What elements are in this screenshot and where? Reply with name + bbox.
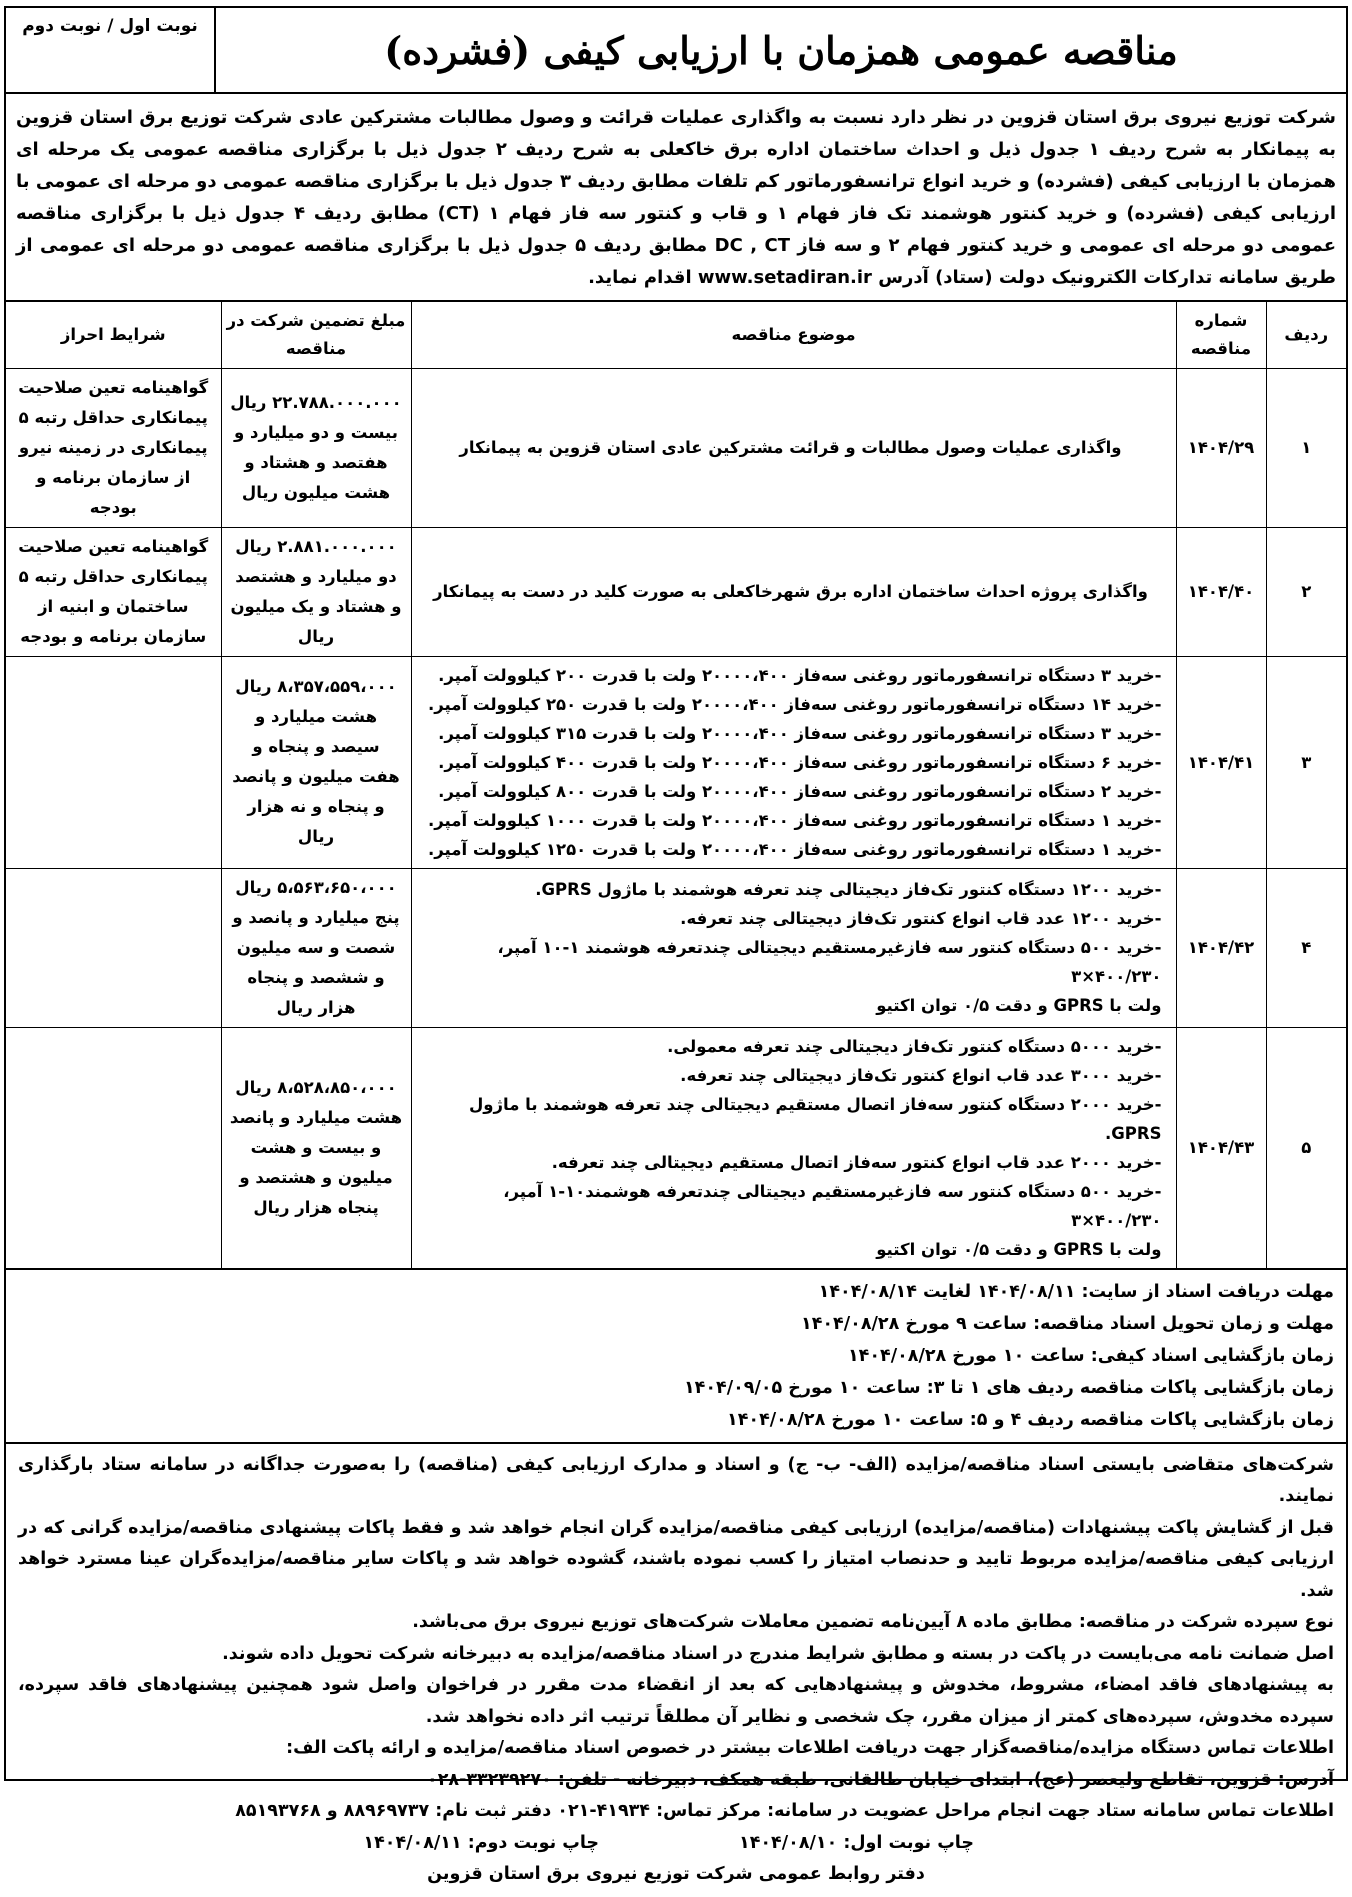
note-paragraph: اصل ضمانت نامه می‌بایست در پاکت در بسته و مطابق شرایط مندرج در اسناد مناقصه/مزایده به دبیرخانه شرکت تحویل داده شوند. (222, 1643, 1334, 1664)
table-row (6, 656, 1346, 868)
deadlines-section (6, 1269, 1346, 1442)
cell-amount (221, 527, 411, 656)
subject-line: -خرید ۵۰۰۰ دستگاه کنتور تک‌فاز دیجیتالی چند تعرفه معمولی. (667, 1036, 1162, 1056)
table-header-row (6, 302, 1346, 368)
subject-line: واگذاری عملیات وصول مطالبات و قرائت مشترکین عادی استان قزوین به پیمانکار (459, 438, 1122, 457)
deadline-line: مهلت دریافت اسناد از سایت: ۱۴۰۴/۰۸/۱۱ لغایت ۱۴۰۴/۰۸/۱۴ (818, 1281, 1334, 1302)
amount-number: ۲.۸۸۱.۰۰۰.۰۰۰ ریال (235, 536, 397, 556)
amount-words: پنج میلیارد و پانصد و شصت و سه میلیون و ششصد و پنجاه هزار ریال (232, 907, 400, 1017)
notice-frame (4, 6, 1348, 1884)
deadline-line: زمان بازگشایی پاکات مناقصه ردیف های ۱ تا ۳: ساعت ۱۰ مورخ ۱۴۰۴/۰۹/۰۵ (683, 1377, 1334, 1398)
note-paragraph: اطلاعات تماس سامانه ستاد جهت انجام مراحل عضویت در سامانه: مرکز تماس: ۴۱۹۳۴-۰۲۱ دفتر ثبت نام: ۸۸۹۶۹۷۳۷ و ۸۵۱۹۳۷۶۸ (235, 1801, 1334, 1821)
cell-conditions (6, 656, 221, 868)
page-title: مناقصه عمومی همزمان با ارزیابی کیفی (فشرده) (384, 27, 1178, 73)
cell-row: ۴ (1266, 868, 1346, 1027)
table-row (6, 1027, 1346, 1268)
subject-line: -خرید ۱۲۰۰ دستگاه کنتور تک‌فاز دیجیتالی چند تعرفه هوشمند با ماژول GPRS. (535, 880, 1162, 899)
cell-subject (411, 527, 1176, 656)
amount-words: هشت میلیارد و پانصد و بیست و هشت میلیون و هشتصد و پنجاه هزار ریال (229, 1107, 403, 1217)
table-row (6, 368, 1346, 527)
cell-conditions (6, 868, 221, 1027)
cell-number: ۱۴۰۴/۴۱ (1176, 656, 1266, 868)
cell-subject (411, 868, 1176, 1027)
cell-conditions (6, 1027, 221, 1268)
subject-line: -خرید ۲۰۰۰ عدد قاب انواع کنتور سه‌فاز اتصال مستقیم دیجیتالی چند تعرفه. (551, 1152, 1162, 1172)
cell-subject (411, 368, 1176, 527)
cell-row: ۳ (1266, 656, 1346, 868)
cell-number: ۱۴۰۴/۲۹ (1176, 368, 1266, 527)
subject-line: ولت با GPRS و دقت ۰/۵ توان اکتیو (876, 1239, 1162, 1259)
cell-row: ۵ (1266, 1027, 1346, 1268)
header (6, 8, 1346, 94)
subject-line: -خرید ۶ دستگاه ترانسفورماتور روغنی سه‌فاز ۲۰۰۰۰،۴۰۰ ولت با قدرت ۴۰۰ کیلوولت آمپر. (438, 752, 1162, 772)
notes-list (18, 1450, 1334, 1828)
subject-line: -خرید ۲ دستگاه ترانسفورماتور روغنی سه‌فاز ۲۰۰۰۰،۴۰۰ ولت با قدرت ۸۰۰ کیلوولت آمپر. (438, 781, 1162, 801)
subject-line: -خرید ۵۰۰ دستگاه کنتور سه فازغیرمستقیم دیجیتالی چندتعرفه هوشمند ۱-۱۰ آمپر، ۴۰۰/۲۳۰×۳ (497, 938, 1162, 986)
amount-number: ۲۲.۷۸۸.۰۰۰.۰۰۰ ریال (230, 392, 402, 412)
print-dates (18, 1828, 1334, 1860)
deadline-line: زمان بازگشایی پاکات مناقصه ردیف ۴ و ۵: ساعت ۱۰ مورخ ۱۴۰۴/۰۸/۲۸ (727, 1409, 1334, 1430)
col-header-subject: موضوع مناقصه (411, 302, 1176, 368)
subject-line: -خرید ۱۴ دستگاه ترانسفورماتور روغنی سه‌فاز ۲۰۰۰۰،۴۰۰ ولت با قدرت ۲۵۰ کیلوولت آمپر. (427, 694, 1162, 714)
subject-line: -خرید ۱ دستگاه ترانسفورماتور روغنی سه‌فاز ۲۰۰۰۰،۴۰۰ ولت با قدرت ۱۰۰۰ کیلوولت آمپر. (427, 810, 1162, 830)
note-paragraph: نوع سپرده شرکت در مناقصه: مطابق ماده ۸ آیین‌نامه تضمین معاملات شرکت‌های توزیع نیروی برق می‌باشد. (412, 1612, 1334, 1632)
subject-line: -خرید ۳۰۰۰ عدد قاب انواع کنتور تک‌فاز دیجیتالی چند تعرفه. (680, 1065, 1162, 1085)
note-paragraph: شرکت‌های متقاضی بایستی اسناد مناقصه/مزایده (الف- ب- ج) و اسناد و مدارک ارزیابی کیفی (مناقصه) را به‌صورت جداگانه در سامانه ستاد بارگذاری نمایند. (18, 1454, 1334, 1506)
table-row (6, 868, 1346, 1027)
cell-amount (221, 656, 411, 868)
table-row (6, 527, 1346, 656)
deadline-line: مهلت و زمان تحویل اسناد مناقصه: ساعت ۹ مورخ ۱۴۰۴/۰۸/۲۸ (801, 1313, 1334, 1334)
amount-number: ۸،۵۲۸،۸۵۰،۰۰۰ ریال (235, 1077, 397, 1097)
print-second: چاپ نوبت دوم: ۱۴۰۴/۰۸/۱۱ (363, 1832, 600, 1853)
cell-row: ۲ (1266, 527, 1346, 656)
amount-words: دو میلیارد و هشتصد و هشتاد و یک میلیون ریال (230, 566, 402, 646)
cell-amount (221, 868, 411, 1027)
deadline-line: زمان بازگشایی اسناد کیفی: ساعت ۱۰ مورخ ۱۴۰۴/۰۸/۲۸ (847, 1345, 1334, 1366)
subject-line: -خرید ۳ دستگاه ترانسفورماتور روغنی سه‌فاز ۲۰۰۰۰،۴۰۰ ولت با قدرت ۳۱۵ کیلوولت آمپر. (438, 723, 1162, 743)
col-header-amount: مبلغ تضمین شرکت در مناقصه (221, 302, 411, 368)
cell-conditions: گواهینامه تعین صلاحیت پیمانکاری حداقل رتبه ۵ ساختمان و ابنیه از سازمان برنامه و بودجه (6, 527, 221, 656)
intro-paragraph: شرکت توزیع نیروی برق استان قزوین در نظر دارد نسبت به واگذاری عملیات قرائت و وصول مطالبات مشترکین عادی شرکت توزیع برق استان قزوین به پیمانکار به شرح ردیف ۱ جدول ذیل و احداث ساختمان اداره برق خاکعلی به شرح ردیف ۲ جدول ذیل با برگزاری مناقصه عمومی یک مرحله ای همزمان با ارزیابی کیفی (فشرده) و خرید انواع ترانسفورماتور کم تلفات مطابق ردیف ۳ جدول ذیل با برگزاری مناقصه عمومی دو مرحله ای عمومی با ارزیابی کیفی (فشرده) و خرید کنتور هوشمند تک فاز فهام ۱ و قاب و کنتور سه فاز فهام ۱ (CT) مطابق ردیف ۴ جدول ذیل با برگزاری مناقصه عمومی دو مرحله ای عمومی و خرید کنتور فهام ۲ و سه فاز DC , CT مطابق ردیف ۵ جدول ذیل با برگزاری مناقصه عمومی دو مرحله ای عمومی از طریق سامانه تدارکات الکترونیک دولت (ستاد) آدرس www.setadiran.ir اقدام نماید. (6, 94, 1346, 302)
subject-line: واگذاری پروژه احداث ساختمان اداره برق شهرخاکعلی به صورت کلید در دست به پیمانکار (433, 582, 1148, 601)
subject-line: ولت با GPRS و دقت ۰/۵ توان اکتیو (876, 996, 1162, 1015)
tender-table (6, 302, 1346, 1269)
note-paragraph: اطلاعات تماس دستگاه مزایده/مناقصه‌گزار جهت دریافت اطلاعات بیشتر در خصوص اسناد مناقصه/مزایده و ارائه پاکت الف: (286, 1738, 1334, 1758)
col-header-number: شماره مناقصه (1176, 302, 1266, 368)
cell-number: ۱۴۰۴/۴۲ (1176, 868, 1266, 1027)
print-first: چاپ نوبت اول: ۱۴۰۴/۰۸/۱۰ (739, 1832, 974, 1853)
turn-label: نوبت اول / نوبت دوم (6, 8, 216, 92)
note-paragraph: به پیشنهادهای فاقد امضاء، مشروط، مخدوش و پیشنهادهایی که بعد از انقضاء مدت مقرر در فراخوان واصل شود همچنین پیشنهادهای فاقد سپرده، سپرده مخدوش، سپرده‌های کمتر از میزان مقرر، چک شخصی و نظایر آن مطلقاً ترتیب اثر داده نخواهد شد. (18, 1675, 1334, 1727)
cell-number: ۱۴۰۴/۴۰ (1176, 527, 1266, 656)
notes-section (6, 1442, 1346, 1897)
col-header-row: ردیف (1266, 302, 1346, 368)
amount-number: ۵،۵۶۳،۶۵۰،۰۰۰ ریال (235, 877, 397, 897)
amount-number: ۸،۳۵۷،۵۵۹،۰۰۰ ریال (235, 677, 397, 696)
amount-words: هشت میلیارد و سیصد و پنجاه و هفت میلیون و پانصد و پنجاه و نه هزار ریال (232, 707, 400, 846)
cell-amount (221, 1027, 411, 1268)
subject-line: -خرید ۱۲۰۰ عدد قاب انواع کنتور تک‌فاز دیجیتالی چند تعرفه. (680, 909, 1162, 928)
cell-amount (221, 368, 411, 527)
cell-row: ۱ (1266, 368, 1346, 527)
subject-line: -خرید ۲۰۰۰ دستگاه کنتور سه‌فاز اتصال مستقیم دیجیتالی چند تعرفه هوشمند با ماژول GPRS. (468, 1094, 1162, 1143)
note-paragraph: قبل از گشایش پاکت پیشنهادات (مناقصه/مزایده) ارزیابی کیفی مناقصه/مزایده گران انجام خواهد شد و فقط پاکات پیشنهادی مناقصه/مزایده گرانی که در ارزیابی کیفی مناقصه/مزایده مربوط تایید و حدنصاب امتیاز را کسب نموده باشند، گشوده خواهد شد و پاکات سایر مناقصه/مزایده‌گران عینا مسترد خواهد شد. (18, 1517, 1334, 1601)
cell-subject (411, 1027, 1176, 1268)
subject-line: -خرید ۳ دستگاه ترانسفورماتور روغنی سه‌فاز ۲۰۰۰۰،۴۰۰ ولت با قدرت ۲۰۰ کیلوولت آمپر. (438, 665, 1162, 685)
subject-line: -خرید ۱ دستگاه ترانسفورماتور روغنی سه‌فاز ۲۰۰۰۰،۴۰۰ ولت با قدرت ۱۲۵۰ کیلوولت آمپر. (427, 839, 1162, 859)
note-paragraph: آدرس: قزوین، تقاطع ولیعصر (عج)، ابتدای خیابان طالقانی، طبقه همکف، دبیرخانه - تلفن: ۳۳۲۳۹۲۷۰-۰۲۸ (427, 1769, 1334, 1790)
amount-words: بیست و دو میلیارد و هفتصد و هشتاد و هشت میلیون ریال (234, 422, 398, 502)
cell-conditions: گواهینامه تعین صلاحیت پیمانکاری حداقل رتبه ۵ پیمانکاری در زمینه نیرو از سازمان برنامه و بودجه (6, 368, 221, 527)
footer-signature: دفتر روابط عمومی شرکت توزیع نیروی برق استان قزوین (427, 1864, 925, 1884)
subject-line: -خرید ۵۰۰ دستگاه کنتور سه فازغیرمستقیم دیجیتالی چندتعرفه هوشمند۱۰-۱ آمپر، ۴۰۰/۲۳۰×۳ (503, 1181, 1162, 1230)
cell-number: ۱۴۰۴/۴۳ (1176, 1027, 1266, 1268)
cell-subject (411, 656, 1176, 868)
col-header-conditions: شرایط احراز (6, 302, 221, 368)
table-body (6, 368, 1346, 1268)
